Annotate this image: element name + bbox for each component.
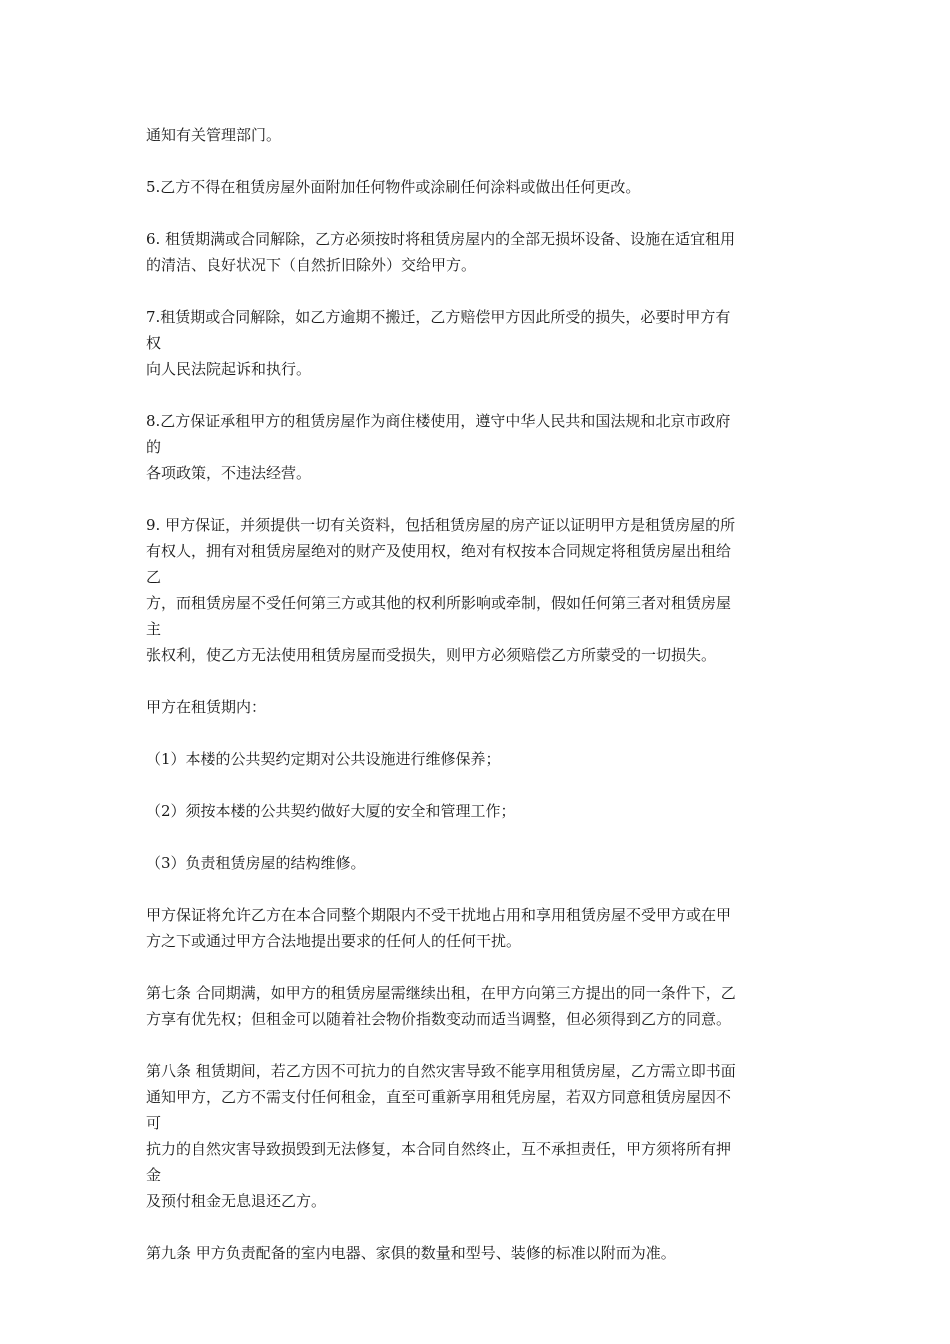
text-line: 方之下或通过甲方合法地提出要求的任何人的任何干扰。	[146, 932, 522, 950]
text-line: 方，而租赁房屋不受任何第三方或其他的权利所影响或牵制，假如任何第三者对租赁房屋	[146, 594, 732, 612]
paragraph	[146, 798, 814, 824]
text-line: 6. 租赁期满或合同解除，乙方必须按时将租赁房屋内的全部无损坏设备、设施在适宜租用	[146, 230, 736, 248]
text-line: 抗力的自然灾害导致损毁到无法修复，本合同自然终止，互不承担责任，甲方须将所有押	[146, 1140, 732, 1158]
text-line: 甲方保证将允许乙方在本合同整个期限内不受干扰地占用和享用租赁房屋不受甲方或在甲	[146, 906, 732, 924]
paragraph	[146, 746, 814, 772]
text-line: 金	[146, 1166, 162, 1184]
text-line: 甲方在租赁期内：	[146, 698, 267, 716]
text-line: 第八条 租赁期间，若乙方因不可抗力的自然灾害导致不能享用租赁房屋，乙方需立即书面	[146, 1062, 736, 1080]
document-body	[146, 122, 814, 1292]
paragraph	[146, 1240, 814, 1266]
text-line: 方享有优先权；但租金可以随着社会物价指数变动而适当调整，但必须得到乙方的同意。	[146, 1010, 732, 1028]
text-line: 向人民法院起诉和执行。	[146, 360, 312, 378]
text-line: 的	[146, 438, 162, 456]
text-line: 主	[146, 620, 162, 638]
paragraph	[146, 694, 814, 720]
paragraph	[146, 226, 814, 278]
text-line: 9. 甲方保证，并须提供一切有关资料，包括租赁房屋的房产证以证明甲方是租赁房屋的所	[146, 516, 736, 534]
text-line: 的清洁、良好状况下（自然折旧除外）交给甲方。	[146, 256, 477, 274]
text-line: 8.乙方保证承租甲方的租赁房屋作为商住楼使用，遵守中华人民共和国法规和北京市政府	[146, 412, 731, 430]
paragraph	[146, 304, 814, 382]
text-line: 第七条 合同期满，如甲方的租赁房屋需继续出租，在甲方向第三方提出的同一条件下，乙	[146, 984, 736, 1002]
text-line: （2）须按本楼的公共契约做好大厦的安全和管理工作；	[146, 802, 516, 820]
text-line: 乙	[146, 568, 162, 586]
paragraph	[146, 980, 814, 1032]
paragraph	[146, 512, 814, 668]
text-line: 7.租赁期或合同解除，如乙方逾期不搬迁，乙方赔偿甲方因此所受的损失，必要时甲方有	[146, 308, 731, 326]
text-line: 及预付租金无息退还乙方。	[146, 1192, 327, 1210]
text-line: 张权利，使乙方无法使用租赁房屋而受损失，则甲方必须赔偿乙方所蒙受的一切损失。	[146, 646, 717, 664]
text-line: 有权人，拥有对租赁房屋绝对的财产及使用权，绝对有权按本合同规定将租赁房屋出租给	[146, 542, 732, 560]
paragraph	[146, 902, 814, 954]
paragraph	[146, 174, 814, 200]
text-line: 权	[146, 334, 162, 352]
text-line: 各项政策，不违法经营。	[146, 464, 312, 482]
text-line: 可	[146, 1114, 162, 1132]
text-line: 5.乙方不得在租赁房屋外面附加任何物件或涂刷任何涂料或做出任何更改。	[146, 178, 641, 196]
text-line: （3）负责租赁房屋的结构维修。	[146, 854, 366, 872]
text-line: （1）本楼的公共契约定期对公共设施进行维修保养；	[146, 750, 501, 768]
paragraph	[146, 408, 814, 486]
paragraph	[146, 850, 814, 876]
text-line: 通知甲方，乙方不需支付任何租金，直至可重新享用租凭房屋，若双方同意租赁房屋因不	[146, 1088, 732, 1106]
text-line: 通知有关管理部门。	[146, 126, 282, 144]
text-line: 第九条 甲方负责配备的室内电器、家俱的数量和型号、装修的标准以附而为准。	[146, 1244, 676, 1262]
paragraph	[146, 122, 814, 148]
paragraph	[146, 1058, 814, 1214]
